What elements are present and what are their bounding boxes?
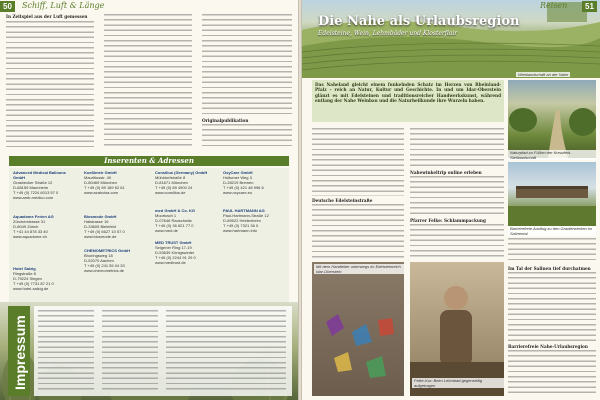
right-col3-heading: Im Tal der Salinen tief durchatmen	[508, 266, 591, 271]
lead-box	[312, 80, 504, 122]
right-col2-text	[410, 128, 504, 168]
left-page-number: 50	[0, 1, 15, 12]
right-col3-text2	[508, 272, 596, 342]
right-col3-heading2: Barrierefreie Nahe-Urlaubsregion	[508, 344, 588, 349]
left-col2-text	[104, 14, 192, 149]
right-col3-text	[508, 238, 596, 264]
left-col3-text	[202, 14, 292, 114]
right-col1-text	[312, 128, 404, 196]
left-col3-tail	[202, 124, 292, 150]
left-col1-heading: In Zeitspiel aus der Luft gemessen	[6, 14, 88, 19]
lead-text: Das Naheland gleicht einem funkelnden Schatz im Herzen von Rheinland-Pfalz – reich an Natur, Kultur und Geschichte. In und um Idar-Oberstein glänzt es mit Edelsteinen und traditionsreicher Handwerkskunst, während entlang der Nahe Weinbau und die Naturheilkunde ihre Wurzeln haben.	[315, 82, 501, 103]
gradierwerk-photo	[508, 162, 596, 226]
advertisers-banner: Inserenten & Adressen	[9, 156, 289, 166]
right-col2-text3	[410, 224, 504, 258]
left-page	[0, 0, 298, 400]
right-col2-heading2: Pfarrer Felke: Schlammpackung	[410, 218, 486, 223]
impressum-title: Impressum	[12, 315, 28, 390]
address-entry: CHEMOMETRICS GmbH Bhoringsweg 18 D-52070 Aachen T +49 (0) 241 55 04 33 www.chemometrics.de	[84, 248, 130, 273]
article-title: Die Nahe als Urlaubsregion	[318, 14, 520, 29]
left-col1-text	[6, 21, 94, 149]
right-col1-heading: Deutsche Edelsteinstraße	[312, 198, 373, 203]
left-header	[0, 0, 298, 13]
address-entry: Consilius (Germany) GmbH Mühldorfstraße 8 D-81671 München T +49 (0) 89 4900 24 www.consilius.de	[155, 170, 208, 195]
address-entry: Aquadome Ferien AG Zürcherstrasse 31 D-8049 Zürich T +41 44 878 33 40 www.aquadome.ch	[13, 214, 54, 239]
right-col3-text3	[508, 350, 596, 396]
right-section-title: Reisen	[540, 1, 568, 10]
address-entry: Biosmode GmbH Halstrasse 16 D-33605 Bielefeld T +49 (0) 6627 10 57 0 www.biosmode.de	[84, 214, 125, 239]
address-entry: PAUL HARTMANN AG Paul-Hartmann-Straße 12 D-89522 Heidenheim T +49 (0) 7321 36 0 www.hartmann.info	[223, 208, 269, 233]
left-section-title: Schiff, Luft & Länge	[22, 1, 105, 10]
mud-bath-image	[410, 262, 504, 396]
gradierwerk-caption: Barrierefreie Ausflug zu den Gradierwerken im Salinental	[508, 226, 596, 236]
address-entry: Koeßlmeir GmbH Mauritiusstr. 40 D-80469 München T +49 (0) 89 189 62 61 www.azahvisa.com	[84, 170, 125, 195]
impressum-col	[102, 310, 158, 390]
saline-tower-image	[508, 162, 596, 226]
right-col2-heading: Nahewinkeltrip online erleben	[410, 170, 482, 175]
right-page	[302, 0, 600, 400]
address-entry: OxyCare GmbH Holtumer Weg 3 D-28219 Bremen T +49 (0) 421 48 996 6 www.oxycare.eu	[223, 170, 264, 195]
address-entry: MED TRUST GmbH Seigener Ring 17-19 D-53639 Königswinter T +49 (0) 2244 91 29 0 www.medtrust.de	[155, 240, 196, 265]
right-page-number: 51	[582, 1, 597, 12]
right-col1-text2	[312, 204, 404, 258]
impressum-col	[166, 310, 286, 390]
address-entry: Advanced Medical Balloons GmbH Grasbecker Straße 12 D-68159 Mannheim T +49 (0) 7224 6013 57 0 www.amb-medico.com	[13, 170, 66, 200]
hiking-path-image	[508, 80, 596, 158]
left-col3-heading: Originalpublikation	[202, 118, 249, 123]
article-subtitle: Edelsteine, Wein, Lehmbäder und Klosterflair	[318, 30, 458, 37]
right-header	[302, 0, 600, 13]
felke-photo	[410, 262, 504, 396]
impressum-label-box	[8, 306, 30, 396]
vineyard-caption: Weinlandschaft an der Nahe	[518, 72, 569, 77]
path-photo	[508, 80, 596, 158]
gemstones-photo	[312, 262, 404, 396]
gemstones-caption: Mit dem Handleiter unterwegs im Edelsteinreich Idar-Oberstein	[314, 264, 404, 274]
address-entry: med GmbH & Co. KG Moorbach 1 D-07646 Rauschwitz T +49 (0) 36 621 77 0 www.med.de	[155, 208, 196, 233]
address-entry: Hotel Salzig Ringstraße 8 D-79224 Singen T +49 (0) 7731 87 21 0 www.hotel-salzig.de	[13, 266, 54, 291]
path-caption: Naturpfad zu Füßen der Kreuzfels-Steillandschaft	[508, 150, 596, 160]
address-grid	[9, 168, 289, 302]
impressum-col	[38, 310, 94, 390]
felke-caption: Felke-Kur: Beim Lehmbad gegenseitig aufgetragen	[412, 378, 504, 388]
impressum-text-box	[34, 306, 292, 396]
right-col2-text2	[410, 176, 504, 216]
gemstones-image	[312, 262, 404, 396]
